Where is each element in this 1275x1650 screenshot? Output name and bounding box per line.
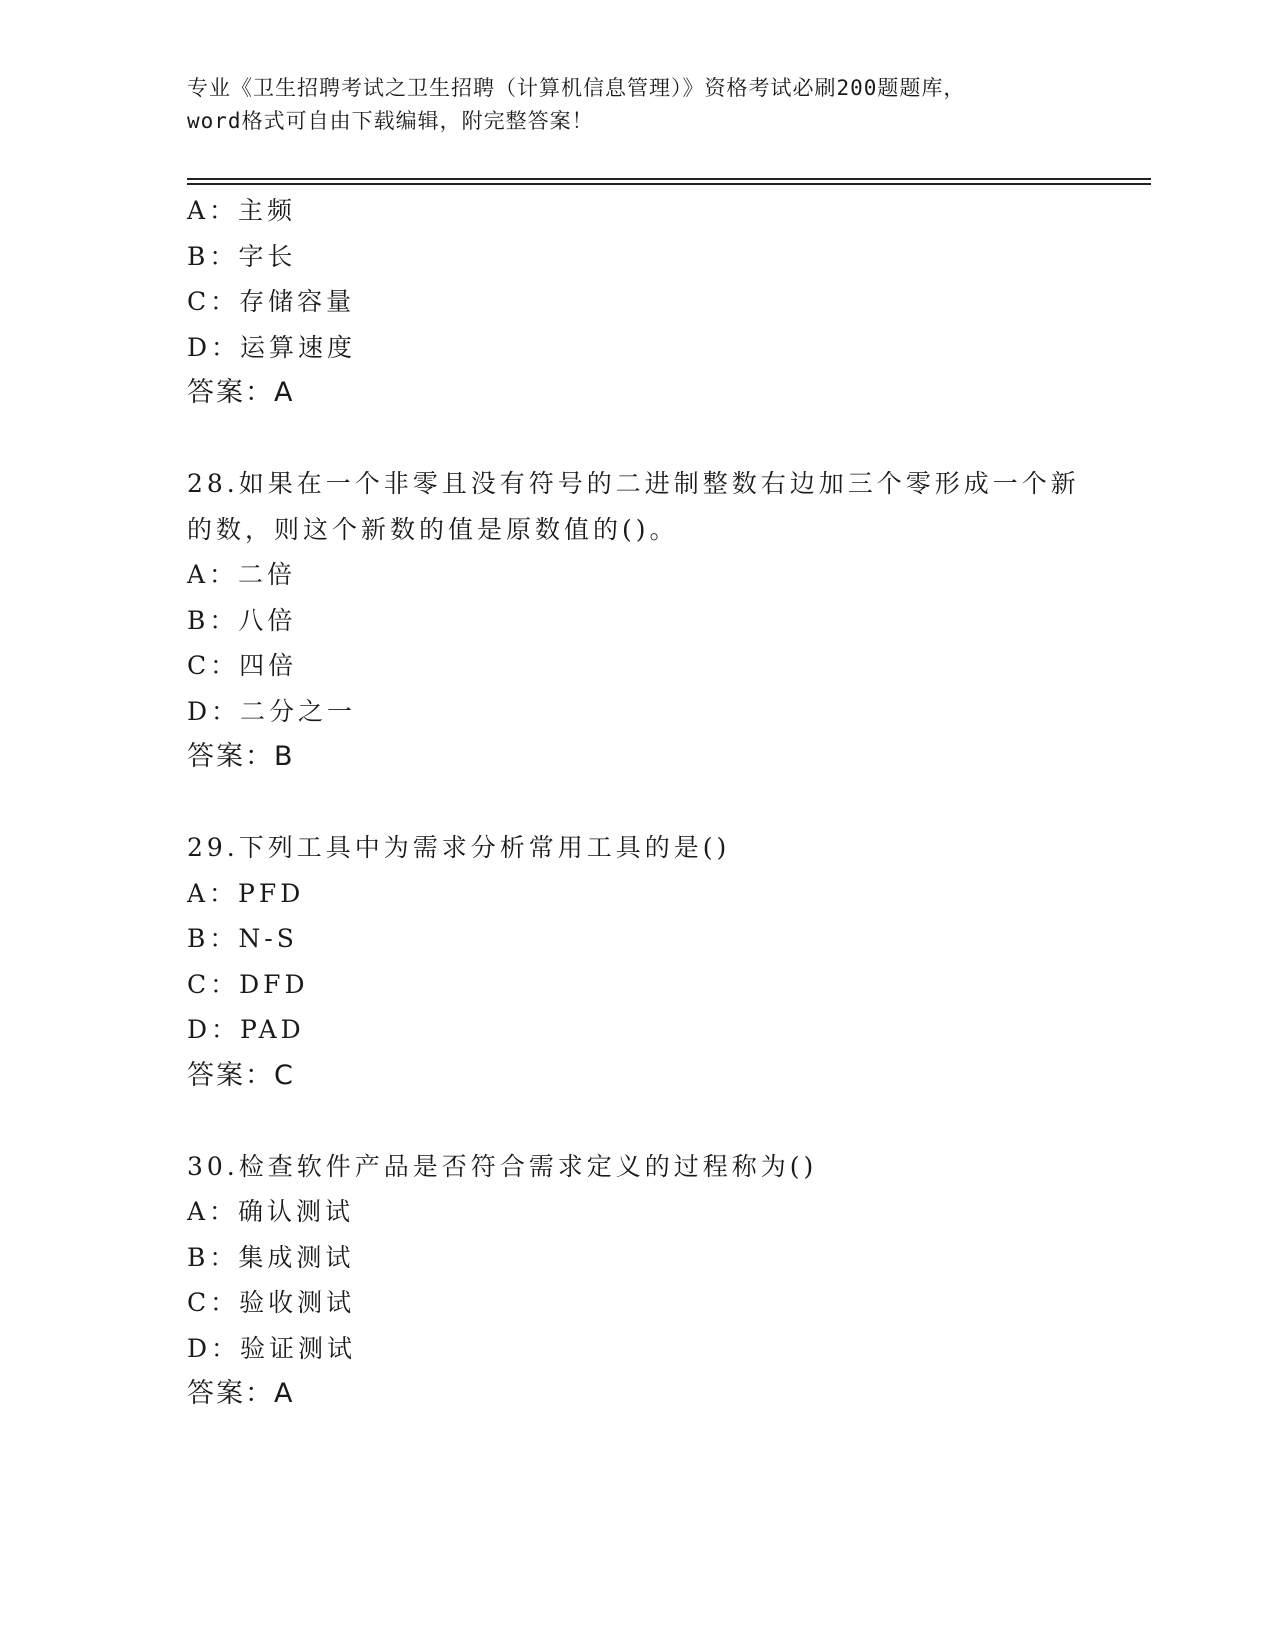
option-c: C：四倍 bbox=[187, 651, 298, 680]
option-a: A：确认测试 bbox=[187, 1197, 355, 1226]
question-30 bbox=[187, 1144, 1127, 1417]
answer-line: 答案：C bbox=[187, 1059, 295, 1091]
header-line-1: 专业《卫生招聘考试之卫生招聘（计算机信息管理）》资格考试必刷200题题库， bbox=[187, 76, 966, 100]
option-b: B：N-S bbox=[187, 924, 298, 953]
option-b: B：字长 bbox=[187, 241, 297, 271]
question-27-continued bbox=[187, 188, 1127, 416]
header-divider-top bbox=[187, 178, 1151, 180]
answer-line: 答案：B bbox=[187, 741, 295, 772]
question-content bbox=[187, 188, 1127, 1417]
option-b: B：八倍 bbox=[187, 605, 297, 635]
spacer bbox=[187, 416, 1127, 462]
option-a: A：二倍 bbox=[187, 560, 297, 589]
option-d: D：PAD bbox=[187, 1015, 305, 1044]
spacer bbox=[187, 1098, 1127, 1144]
option-c: C：DFD bbox=[187, 969, 309, 999]
spacer bbox=[187, 780, 1127, 826]
option-c: C：存储容量 bbox=[187, 287, 356, 316]
option-b: B：集成测试 bbox=[187, 1242, 355, 1272]
answer-line: 答案：A bbox=[187, 1378, 295, 1409]
option-c: C：验收测试 bbox=[187, 1288, 356, 1317]
question-29 bbox=[187, 825, 1127, 1098]
question-stem-line-1: 30.检查软件产品是否符合需求定义的过程称为() bbox=[187, 1151, 818, 1181]
option-a: A：主频 bbox=[187, 196, 297, 225]
question-stem-line-1: 29.下列工具中为需求分析常用工具的是() bbox=[187, 833, 731, 862]
document-header bbox=[187, 72, 1087, 138]
question-28 bbox=[187, 461, 1127, 780]
option-d: D：二分之一 bbox=[187, 696, 357, 726]
header-line-2: word格式可自由下载编辑，附完整答案！ bbox=[187, 109, 594, 133]
option-a: A：PFD bbox=[187, 878, 305, 908]
question-stem-line-2: 的数，则这个新数的值是原数值的()。 bbox=[187, 514, 679, 544]
question-stem-line-1: 28.如果在一个非零且没有符号的二进制整数右边加三个零形成一个新 bbox=[187, 469, 1080, 498]
answer-line: 答案：A bbox=[187, 377, 295, 408]
option-d: D：验证测试 bbox=[187, 1333, 357, 1363]
option-d: D：运算速度 bbox=[187, 332, 357, 362]
header-divider-bottom bbox=[187, 183, 1151, 185]
